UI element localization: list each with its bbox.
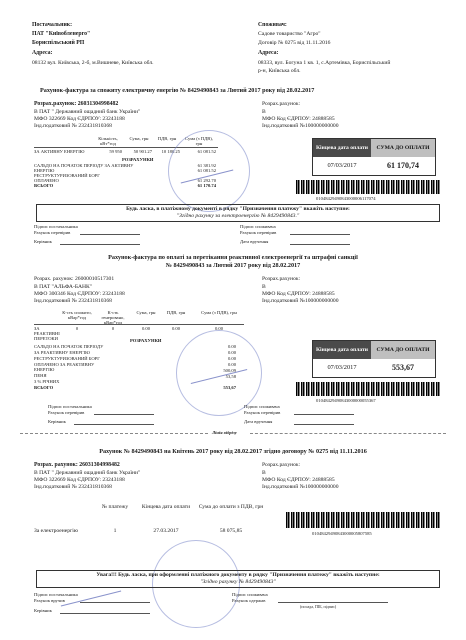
invoice3-row-number: 1 [113, 528, 117, 534]
supplier-branch: Бориспільський РП [32, 40, 85, 46]
invoice1-active-vat: 10 180.25 [161, 149, 180, 154]
invoice2-row-b-value: 0.00 [227, 350, 236, 355]
invoice2-row-b: ЗА РЕАКТИВНУ ЕНЕРГІЮ [34, 350, 90, 355]
invoice2-col-generated: К-сть генеровано, кВар*год [101, 310, 125, 326]
cut-line-left [20, 433, 208, 434]
invoice1-total-value: 61 170.74 [197, 183, 216, 188]
invoice2-sig-date: Дата вручення [244, 419, 273, 424]
invoice1-col-total: Сума (з ПДВ), грн [185, 136, 213, 147]
invoice1-bank: В ПАТ " Державний ощадний банк України" [34, 109, 141, 115]
invoice2-react-total: 0.00 [214, 326, 224, 331]
invoice1-notice-1: Будь ласка, в платіжному документі в рядку "Призначення платежу" вкажіть наступне: [126, 206, 350, 212]
invoice2-row-total: ВСЬОГО [34, 385, 54, 390]
invoice2-row-g: 3 % РІЧНИХ [34, 379, 60, 384]
invoice2-react-vat: 0.00 [171, 326, 181, 331]
invoice2-barcode-number: 01048429490843000000055367 [316, 398, 376, 403]
invoice2-row-c-value: 0.00 [227, 356, 236, 361]
invoice2-col-sum: Сума, грн [136, 310, 156, 315]
invoice1-energy-value: 61 081.52 [197, 168, 216, 173]
invoice1-col-qty: Кількість, кВт*год [98, 136, 118, 147]
invoice2-due-box [312, 340, 436, 378]
contract-number: Договір № 0275 від 11.11.2016 [258, 40, 331, 46]
invoice3-row-due: 27.03.2017 [153, 528, 179, 534]
consumer-address-label: Адреса: [258, 50, 279, 56]
supplier-address-label: Адреса: [32, 50, 53, 56]
invoice3-row-label: За електроенергію [34, 528, 79, 534]
invoice1-active-total: 61 081.52 [197, 149, 216, 154]
invoice2-mfo: МФО 300346 Код ЄДРПОУ: 23243188 [34, 291, 125, 297]
invoice1-recipient-account: Розрах.рахунок: [262, 101, 301, 107]
consumer-address-1: 08333, вул. Богуна 1 кв. 1, с.Артемівка, Бориспільський [258, 60, 391, 66]
invoice2-title-1: Рахунок-фактура по оплаті за перетікання реактивної електроенергії та штрафні санкції [108, 254, 358, 261]
supplier-label: Постачальник: [32, 22, 73, 28]
invoice3-sig-supplier: Підпис постачальника [34, 592, 78, 597]
invoice3-barcode-number: 01048429490843000005807585 [312, 531, 372, 536]
invoice2-recipient-mfo: МФО Код ЄДРПОУ: 24888585 [262, 291, 335, 297]
invoice2-recipient-account: Розрах.рахунок: [262, 276, 301, 282]
invoice3-recipient-account: Розрах.рахунок: [262, 462, 301, 468]
cut-line-right [250, 433, 446, 434]
invoice1-sig-head: Керівник [34, 239, 52, 244]
cut-line-label: Лінія відрізу [212, 430, 237, 435]
invoice2-total-value: 553,67 [223, 385, 236, 390]
invoice2-sig-checked: Рахунок перевірив [48, 410, 85, 415]
invoice2-barcode [296, 382, 440, 396]
invoice2-col-consumed: К-сть спожито, кВар*год [62, 310, 92, 321]
invoice1-recipient-mfo: МФО Код ЄДРПОУ: 24888585 [262, 116, 335, 122]
invoice2-recipient-bank: В [262, 284, 266, 290]
invoice1-sig-checked: Рахунок перевірив [34, 230, 71, 235]
invoice1-row-paid: ОПЛАЧЕНО [34, 178, 59, 183]
invoice2-react-consumed: 0 [75, 326, 79, 331]
invoice2-row-a-value: 0.00 [227, 344, 236, 349]
invoice1-sig-consumer-checked: Рахунок перевірив [240, 230, 277, 235]
invoice2-bank: В ПАТ "АЛЬФА-БАНК" [34, 284, 93, 290]
invoice1-due-sum: 61 170,74 [387, 160, 419, 170]
invoice3-title: Рахунок № 8429490843 на Квітень 2017 року від 28.02.2017 згідно договору № 0275 від 11.11.2016 [99, 448, 367, 455]
invoice2-col-total: Сума (з ПДВ), грн [201, 310, 237, 315]
invoice2-due-label: Кінцева дата оплати [313, 341, 371, 359]
invoice1-due-label: Кінцева дата оплати [313, 139, 371, 157]
invoice2-sig-consumer-checked: Рахунок перевірив [244, 410, 281, 415]
consumer-label: Споживач: [258, 22, 287, 28]
invoice1-active-qty: 59 950 [109, 149, 122, 154]
invoice1-due-box [312, 138, 436, 176]
invoice2-due-sum: 553,67 [392, 362, 414, 372]
invoice2-row-reactive: ЗА РЕАКТИВНІ ПЕРЕТОКИ [34, 326, 60, 342]
invoice1-row-saldo: САЛЬДО НА ПОЧАТОК ПЕРІОДУ ЗА АКТИВНУ [34, 163, 134, 168]
invoice2-row-a: САЛЬДО НА ПОЧАТОК ПЕРІОДУ [34, 344, 104, 349]
invoice1-barcode-number: 01048429490843000006117074 [316, 196, 376, 201]
invoice1-active-sum: 50 901.27 [133, 149, 152, 154]
invoice2-row-e: ЕНЕРГІЮ [34, 367, 55, 372]
supplier-name: ПАТ "Київобленерго" [32, 31, 91, 37]
invoice1-calc-label: РОЗРАХУНКИ [122, 157, 154, 162]
invoice3-account: Розрах. рахунок: 26031304998482 [34, 462, 120, 468]
invoice3-barcode [286, 512, 440, 528]
invoice3-recipient-mfo: МФО Код ЄДРПОУ: 24888585 [262, 477, 335, 483]
invoice3-sig-position: (посада, ПІБ, підпис) [300, 604, 337, 609]
invoice1-due-sum-label: СУМА ДО ОПЛАТИ [371, 139, 435, 157]
invoice1-sig-date: Дата вручення [240, 239, 269, 244]
invoice3-sig-received: Рахунок одержав [232, 598, 266, 603]
invoice2-row-d: ОПЛАЧЕНО ЗА РЕАКТИВНУ [34, 362, 95, 367]
invoice2-tax: Інд.податковий № 232431810368 [34, 298, 112, 304]
invoice3-col-number: № платежу [101, 504, 129, 510]
invoice2-row-d-value: 0.00 [227, 362, 236, 367]
invoice1-account: Розрах.рахунок: 26031304998482 [34, 101, 119, 107]
invoice1-col-vat: ПДВ, грн [157, 136, 177, 141]
invoice1-recipient-tax: Інд.податковий №100000000000 [262, 123, 339, 129]
invoice1-tax: Інд.податковий № 232431810368 [34, 123, 112, 129]
invoice2-title-2: № 8429490843 за Лютий 2017 року від 28.02.2017 [165, 262, 301, 269]
invoice1-row-total: ВСЬОГО [34, 183, 54, 188]
invoice1-row-energy: ЕНЕРГІЮ [34, 168, 55, 173]
invoice3-recipient-bank: В [262, 470, 266, 476]
invoice2-account: Розрах. рахунок: 26000010517301 [34, 276, 115, 282]
invoice3-sig-consumer: Підпис споживача [232, 592, 268, 597]
invoice2-sig-consumer: Підпис споживача [244, 404, 280, 409]
invoice1-due-date: 07/03/2017 [327, 161, 357, 169]
invoice2-react-generated: 0 [111, 326, 115, 331]
invoice2-react-sum: 0.00 [141, 326, 151, 331]
invoice3-recipient-tax: Інд.податковий №100000000000 [262, 484, 339, 490]
invoice1-paid-value: 61 292.70 [197, 178, 216, 183]
invoice1-row-active: ЗА АКТИВНУ ЕНЕРГІЮ [34, 149, 85, 154]
invoice1-sig-consumer: Підпис споживача [240, 224, 276, 229]
invoice2-due-sum-label: СУМА ДО ОПЛАТИ [371, 341, 435, 359]
invoice2-due-date: 07/03/2017 [327, 363, 357, 371]
invoice2-sig-supplier: Підпис постачальника [48, 404, 92, 409]
invoice1-barcode [296, 180, 440, 194]
invoice2-sig-head: Керівник [48, 419, 66, 424]
invoice3-sig-head: Керівник [34, 608, 52, 613]
invoice3-row-sum: 58 075,85 [219, 528, 243, 534]
consumer-name: Садове товариство "Агро" [258, 31, 321, 37]
invoice1-col-sum: Сума, грн [129, 136, 149, 141]
invoice1-mfo: МФО 322669 Код ЄДРПОУ: 23243188 [34, 116, 125, 122]
invoice3-tax: Інд.податковий № 232431810368 [34, 484, 112, 490]
invoice1-saldo-value: 61 381.92 [197, 163, 216, 168]
invoice2-row-e-value: 500,09 [223, 368, 236, 373]
invoice2-row-f-value: 53,58 [225, 374, 236, 379]
invoice2-col-vat: ПДВ, грн [166, 310, 186, 315]
invoice3-col-due: Кінцева дата оплати [141, 504, 191, 510]
invoice2-recipient-tax: Інд.податковий №100000000000 [262, 298, 339, 304]
invoice3-bank: В ПАТ " Державний ощадний банк України" [34, 470, 141, 476]
invoice3-sig-delivered: Рахунок вручив [34, 598, 65, 603]
stamp-seal [168, 130, 250, 212]
supplier-address: 08132 вул. Київська, 2-б, м.Вишневе, Київська обл. [32, 60, 154, 66]
invoice3-col-sum: Сума до оплати з ПДВ, грн [198, 504, 264, 510]
invoice1-sig-supplier: Підпис постачальника [34, 224, 78, 229]
invoice3-notice-2: "Згідно рахунку № 8429490843" [200, 579, 276, 585]
invoice1-recipient-bank: В [262, 109, 266, 115]
invoice2-row-c: РЕСТРУКТУРИЗОВАНИЙ БОРГ [34, 356, 100, 361]
invoice1-row-restructured: РЕСТРУКТУРИЗОВАНИЙ БОРГ [34, 173, 100, 178]
invoice2-row-f: ПЕНЯ [34, 373, 47, 378]
invoice1-title: Рахунок-фактура за спожиту електричну енергію № 8429490843 за Лютий 2017 року від 28.02.2017 [40, 87, 315, 94]
invoice2-calc-label: РОЗРАХУНКИ [130, 338, 162, 343]
consumer-address-2: р-н, Київська обл. [258, 68, 301, 74]
invoice1-notice-2: "Згідно рахунку за електроенергію № 8429490843." [176, 213, 300, 219]
invoice3-mfo: МФО 322669 Код ЄДРПОУ: 23243188 [34, 477, 125, 483]
invoice3-notice-1: Увага!!! Будь ласка, при оформленні платіжного документу в рядку "Призначення платежу" вкажіть наступне: [96, 572, 380, 578]
